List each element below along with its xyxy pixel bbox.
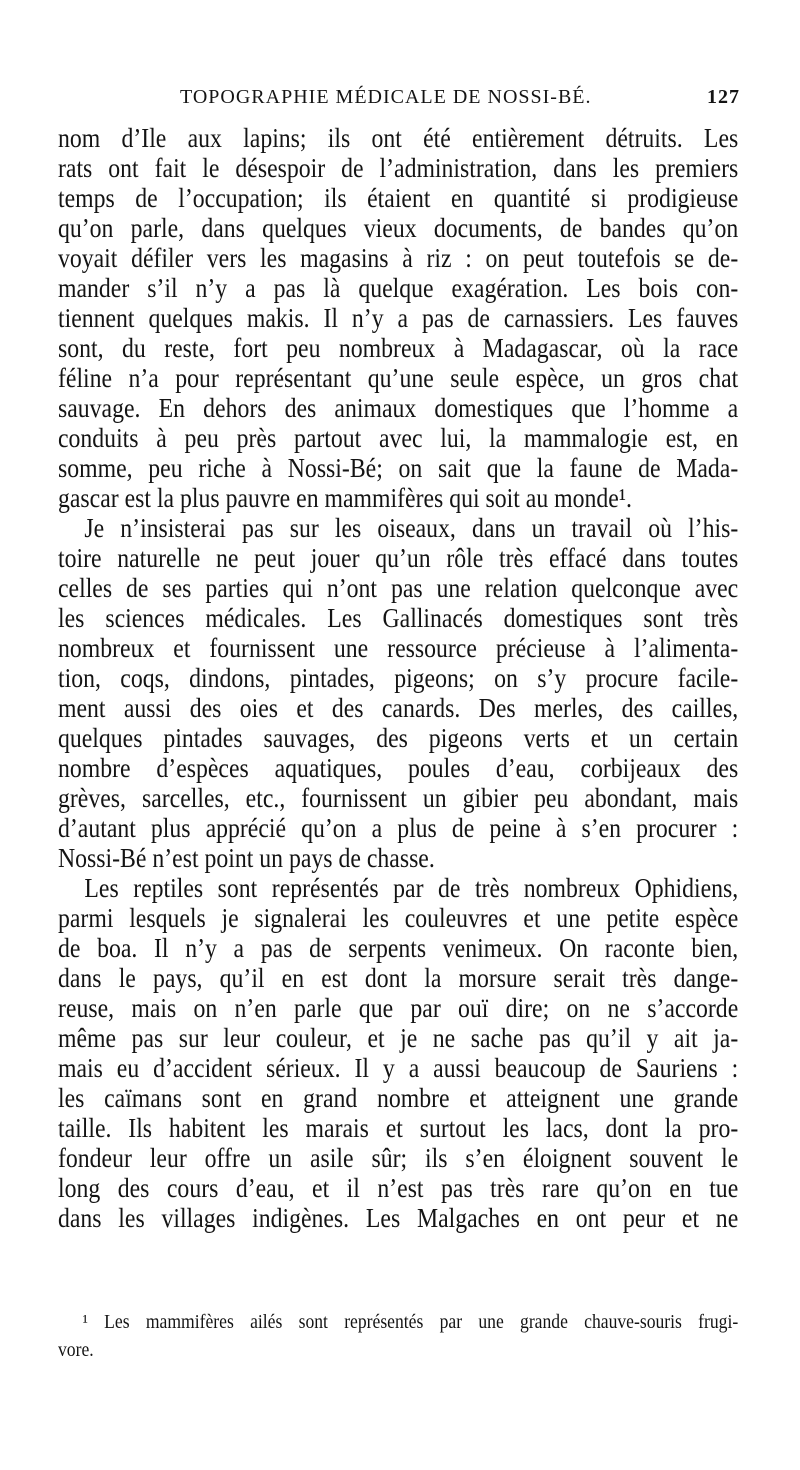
text-line: les caïmans sont en grand nombre et atteignent une grande	[58, 1083, 739, 1113]
text-line: voyait défiler vers les magasins à riz : on peut toutefois se de-	[58, 243, 739, 273]
text-line: celles de ses parties qui n’ont pas une relation quelconque avec	[58, 573, 739, 603]
text-line: grèves, sarcelles, etc., fournissent un gibier peu abondant, mais	[58, 783, 739, 813]
text-line: fondeur leur offre un asile sûr; ils s’en éloignent souvent le	[58, 1143, 739, 1173]
text-line: Je n’insisterai pas sur les oiseaux, dans un travail où l’his-	[84, 513, 739, 543]
text-line: nombreux et fournissent une ressource précieuse à l’alimenta-	[58, 633, 739, 663]
text-line: somme, peu riche à Nossi-Bé; on sait que la faune de Mada-	[58, 453, 739, 483]
footnote-line: vore.	[58, 1339, 94, 1361]
text-line: gascar est la plus pauvre en mammifères qui soit au monde¹.	[58, 483, 632, 513]
text-line: nom d’Ile aux lapins; ils ont été entièrement détruits. Les	[58, 123, 739, 153]
text-line: tion, coqs, dindons, pintades, pigeons; on s’y procure facile-	[58, 663, 739, 693]
text-line: nombre d’espèces aquatiques, poules d’eau, corbijeaux des	[58, 753, 739, 783]
text-line: féline n’a pour représentant qu’une seule espèce, un gros chat	[58, 363, 739, 393]
text-line: parmi lesquels je signalerai les couleuvres et une petite espèce	[58, 903, 739, 933]
text-line: toire naturelle ne peut jouer qu’un rôle très effacé dans toutes	[58, 543, 739, 573]
text-line: rats ont fait le désespoir de l’administration, dans les premiers	[58, 153, 739, 183]
text-line: dans les villages indigènes. Les Malgaches en ont peur et ne	[58, 1203, 739, 1233]
text-line: reuse, mais on n’en parle que par ouï dire; on ne s’accorde	[58, 993, 739, 1023]
text-line: même pas sur leur couleur, et je ne sache pas qu’il y ait ja-	[58, 1023, 739, 1053]
text-line: les sciences médicales. Les Gallinacés domestiques sont très	[58, 603, 739, 633]
text-line: Les reptiles sont représentés par de très nombreux Ophidiens,	[84, 873, 739, 903]
text-line: Nossi-Bé n’est point un pays de chasse.	[58, 843, 435, 873]
text-line: ment aussi des oies et des canards. Des merles, des cailles,	[58, 693, 739, 723]
text-line: tiennent quelques makis. Il n’y a pas de carnassiers. Les fauves	[58, 303, 739, 333]
text-line: de boa. Il n’y a pas de serpents venimeux. On raconte bien,	[58, 933, 739, 963]
text-line: conduits à peu près partout avec lui, la mammalogie est, en	[58, 423, 739, 453]
text-line: sont, du reste, fort peu nombreux à Madagascar, où la race	[58, 333, 739, 363]
text-line: mander s’il n’y a pas là quelque exagération. Les bois con-	[58, 273, 739, 303]
text-line: sauvage. En dehors des animaux domestiques que l’homme a	[58, 393, 739, 423]
text-line: quelques pintades sauvages, des pigeons verts et un certain	[58, 723, 739, 753]
page-header	[180, 86, 740, 116]
text-line: taille. Ils habitent les marais et surtout les lacs, dont la pro-	[58, 1113, 739, 1143]
text-line: qu’on parle, dans quelques vieux documents, de bandes qu’on	[58, 213, 739, 243]
footnote-line: ¹ Les mammifères ailés sont représentés par une grande chauve-souris frugi-	[82, 1311, 739, 1333]
running-title: TOPOGRAPHIE MÉDICALE DE NOSSI-BÉ.	[180, 86, 592, 108]
text-line: dans le pays, qu’il en est dont la morsure serait très dange-	[58, 963, 739, 993]
text-line: mais eu d’accident sérieux. Il y a aussi beaucoup de Sauriens :	[58, 1053, 739, 1083]
page-number: 127	[707, 86, 740, 108]
text-line: temps de l’occupation; ils étaient en quantité si prodigieuse	[58, 183, 739, 213]
text-line: d’autant plus apprécié qu’on a plus de peine à s’en procurer :	[58, 813, 739, 843]
text-line: long des cours d’eau, et il n’est pas très rare qu’on en tue	[58, 1173, 739, 1203]
